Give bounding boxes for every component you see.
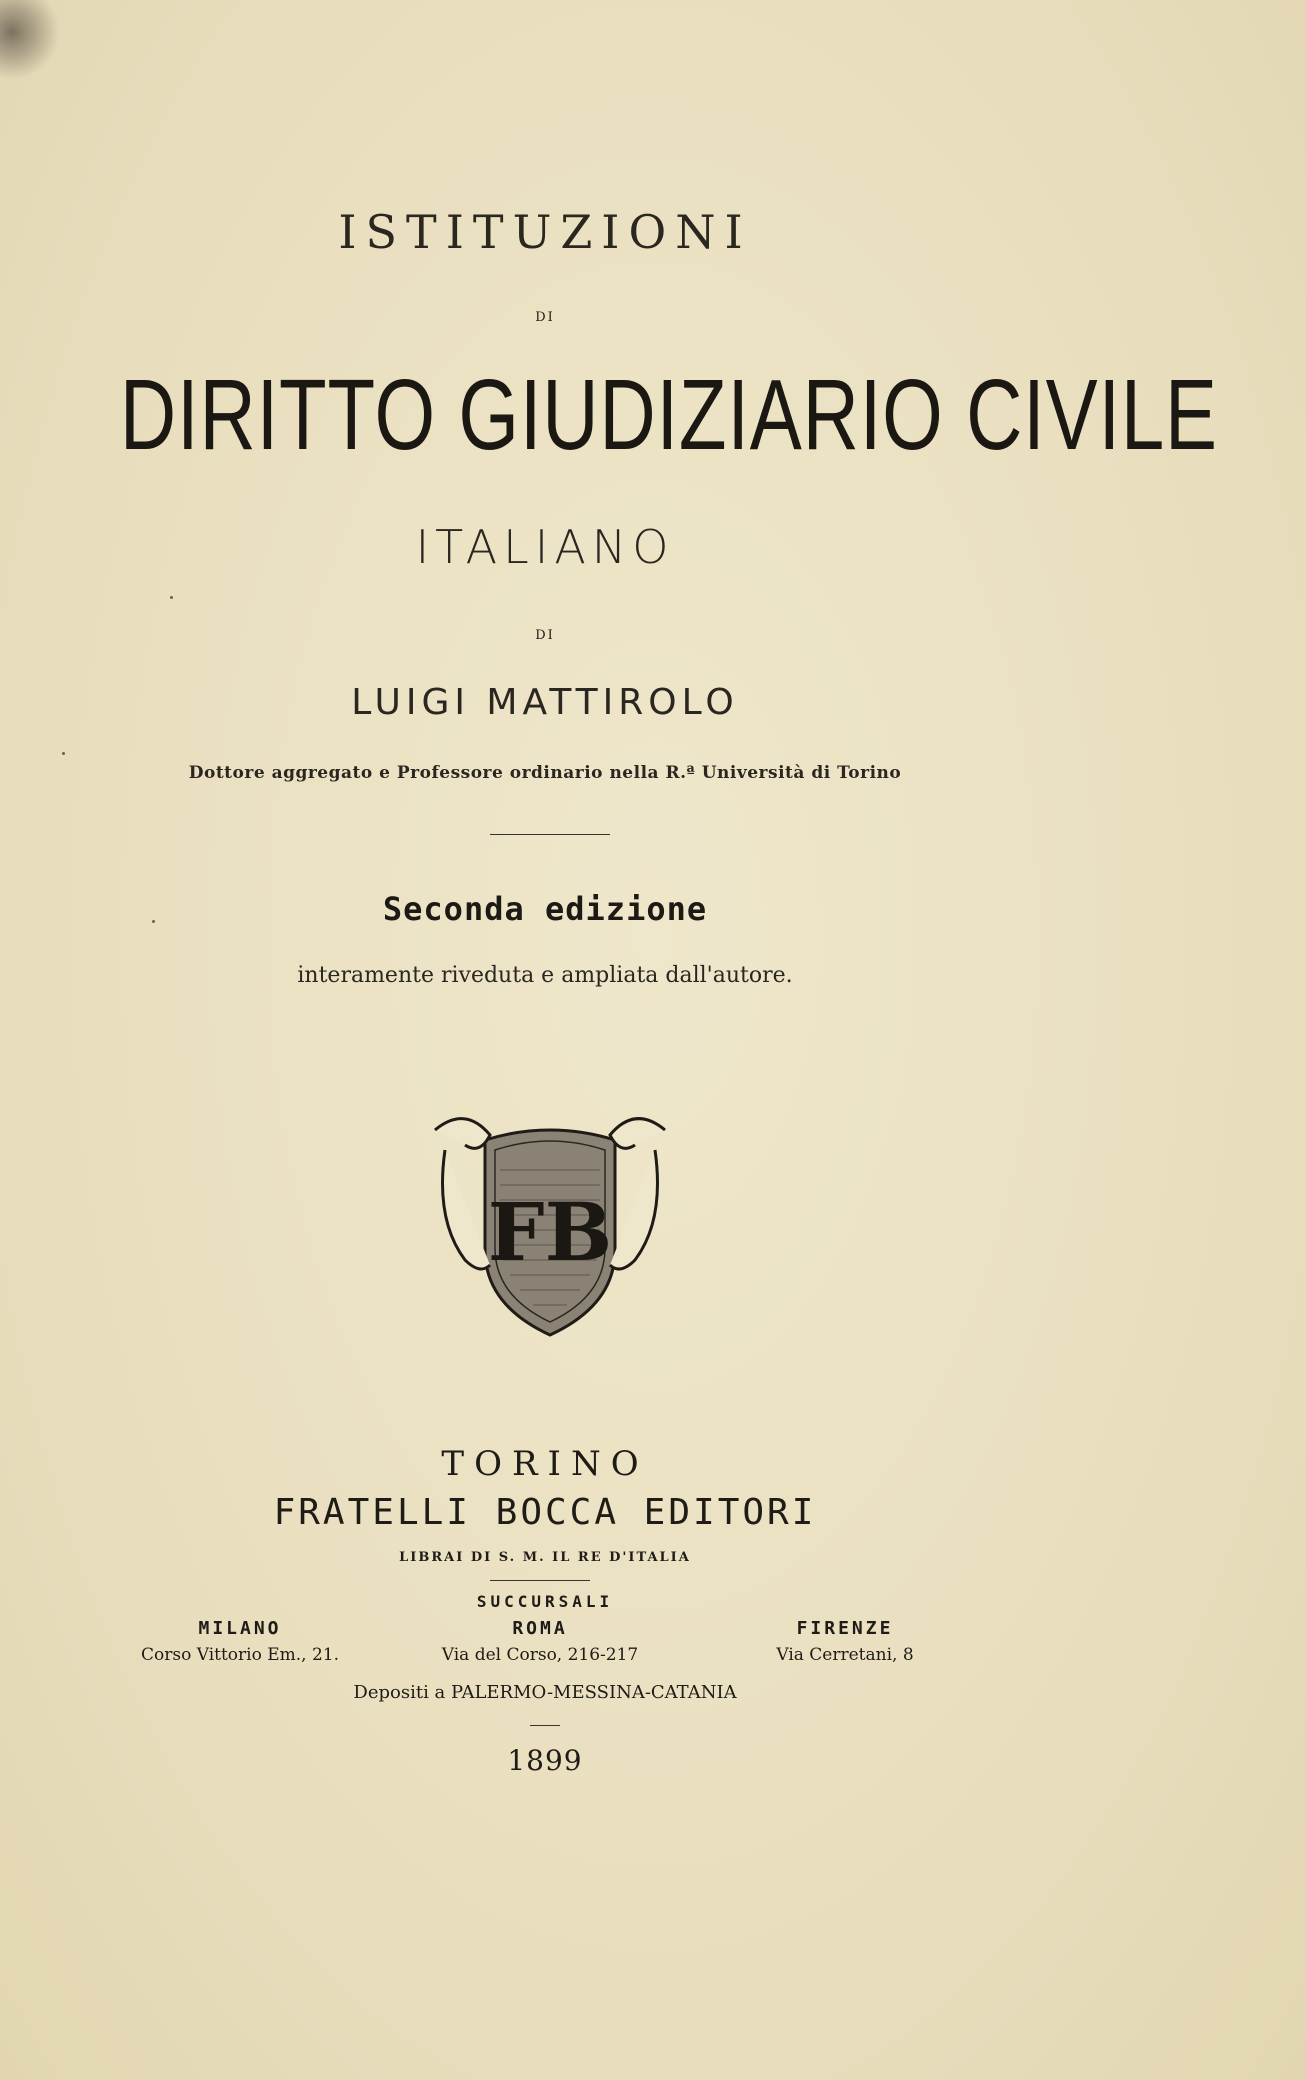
branch-address: Via del Corso, 216-217 <box>441 1645 639 1665</box>
main-title: DIRITTO GIUDIZIARIO CIVILE <box>119 359 1218 471</box>
svg-text:FB: FB <box>487 1185 613 1279</box>
author-name: LUIGI MATTIROLO <box>351 682 739 723</box>
paper-speck <box>62 752 65 755</box>
publication-year: 1899 <box>507 1744 583 1777</box>
publisher-note: LIBRAI DI S. M. IL RE D'ITALIA <box>399 1550 691 1565</box>
paper-speck <box>170 596 173 599</box>
branch-firenze <box>725 1618 965 1665</box>
branch-milano <box>120 1618 360 1665</box>
author-credentials: Dottore aggregato e Professore ordinario nella R.ª Università di Torino <box>188 763 902 783</box>
branch-city: ROMA <box>512 1618 568 1639</box>
preposition-di-author: DI <box>535 628 555 643</box>
edition-note: interamente riveduta e ampliata dall'autore. <box>297 963 793 988</box>
divider-rule <box>490 1580 590 1581</box>
branch-city: MILANO <box>198 1618 282 1639</box>
branches-heading: SUCCURSALI <box>476 1592 614 1611</box>
edition-title: Seconda edizione <box>382 890 708 928</box>
preposition-di: DI <box>535 310 555 325</box>
series-title: ISTITUZIONI <box>338 205 752 259</box>
branch-address: Corso Vittorio Em., 21. <box>140 1645 340 1665</box>
page-stain <box>0 0 60 80</box>
branch-city: FIRENZE <box>796 1618 894 1639</box>
imprint-city: TORINO <box>441 1444 649 1484</box>
depositi-line: Depositi a PALERMO-MESSINA-CATANIA <box>353 1682 737 1703</box>
publisher-emblem-icon <box>425 1100 675 1340</box>
subtitle: ITALIANO <box>415 520 675 574</box>
publisher-name: FRATELLI BOCCA EDITORI <box>273 1492 817 1533</box>
divider-rule <box>490 834 610 835</box>
branch-address: Via Cerretani, 8 <box>776 1645 914 1665</box>
branch-roma <box>410 1618 670 1665</box>
divider-rule <box>530 1725 560 1726</box>
